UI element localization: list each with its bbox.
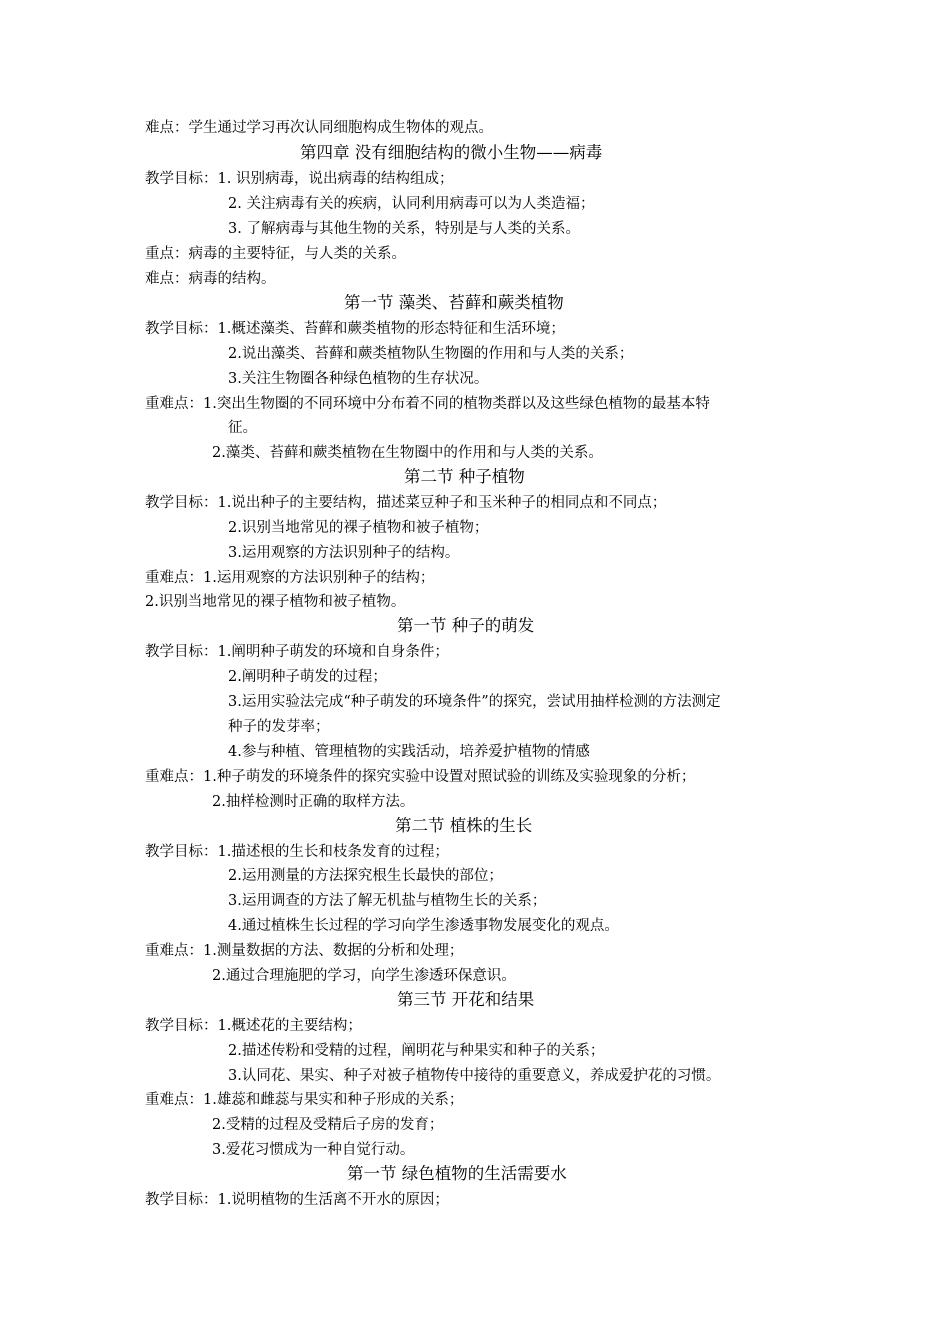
text-line: 重难点：1.运用观察的方法识别种子的结构； bbox=[145, 570, 435, 586]
text-line: 种子的发芽率； bbox=[228, 719, 330, 735]
text-line: 2.运用测量的方法探究根生长最快的部位； bbox=[228, 868, 503, 884]
section-heading: 第一节 绿色植物的生活需要水 bbox=[347, 1164, 567, 1183]
text-line: 2.识别当地常见的裸子植物和被子植物； bbox=[228, 520, 489, 536]
text-line: 2.藻类、苔藓和蕨类植物在生物圈中的作用和与人类的关系。 bbox=[212, 445, 603, 461]
text-line: 重难点：1.种子萌发的环境条件的探究实验中设置对照试验的训练及实验现象的分析； bbox=[145, 769, 696, 785]
section-heading: 第三节 开花和结果 bbox=[397, 990, 535, 1009]
text-line: 重难点：1.雄蕊和雌蕊与果实和种子形成的关系； bbox=[145, 1092, 464, 1108]
text-line: 3.运用调查的方法了解无机盐与植物生长的关系； bbox=[228, 893, 547, 909]
text-line: 教学目标：1.阐明种子萌发的环境和自身条件； bbox=[145, 644, 449, 660]
text-line: 重难点：1.突出生物圈的不同环境中分布着不同的植物类群以及这些绿色植物的最基本特 bbox=[145, 396, 710, 412]
text-line: 教学目标：1. 识别病毒，说出病毒的结构组成； bbox=[145, 171, 454, 187]
text-line: 3.关注生物圈各种绿色植物的生存状况。 bbox=[228, 371, 489, 387]
text-line: 难点：病毒的结构。 bbox=[145, 271, 276, 287]
text-line: 4.通过植株生长过程的学习向学生渗透事物发展变化的观点。 bbox=[228, 918, 619, 934]
text-line: 3.运用观察的方法识别种子的结构。 bbox=[228, 545, 460, 561]
text-line: 重难点：1.测量数据的方法、数据的分析和处理； bbox=[145, 943, 464, 959]
text-line: 难点：学生通过学习再次认同细胞构成生物体的观点。 bbox=[145, 120, 493, 136]
text-line: 3.认同花、果实、种子对被子植物传中接待的重要意义，养成爱护花的习惯。 bbox=[228, 1068, 721, 1084]
chapter-heading: 第四章 没有细胞结构的微小生物——病毒 bbox=[300, 143, 603, 162]
text-line: 4.参与种植、管理植物的实践活动，培养爱护植物的情感 bbox=[228, 744, 590, 760]
text-line: 2.说出藻类、苔藓和蕨类植物队生物圈的作用和与人类的关系； bbox=[228, 346, 634, 362]
text-line: 2.描述传粉和受精的过程，阐明花与种果实和种子的关系； bbox=[228, 1043, 605, 1059]
text-line: 3.运用实验法完成“种子萌发的环境条件”的探究，尝试用抽样检测的方法测定 bbox=[228, 694, 721, 710]
text-line: 3. 了解病毒与其他生物的关系，特别是与人类的关系。 bbox=[228, 221, 580, 237]
section-heading: 第一节 种子的萌发 bbox=[397, 616, 535, 635]
text-line: 教学目标：1.描述根的生长和枝条发育的过程； bbox=[145, 844, 449, 860]
text-line: 教学目标：1.概述花的主要结构； bbox=[145, 1018, 362, 1034]
text-line: 2.抽样检测时正确的取样方法。 bbox=[212, 794, 415, 810]
section-heading: 第二节 植株的生长 bbox=[395, 816, 533, 835]
text-line: 2.识别当地常见的裸子植物和被子植物。 bbox=[145, 594, 406, 610]
text-line: 教学目标：1.说出种子的主要结构，描述菜豆种子和玉米种子的相同点和不同点； bbox=[145, 495, 667, 511]
text-line: 征。 bbox=[228, 420, 257, 436]
text-line: 教学目标：1.说明植物的生活离不开水的原因； bbox=[145, 1192, 449, 1208]
text-line: 2.通过合理施肥的学习，向学生渗透环保意识。 bbox=[212, 968, 516, 984]
section-heading: 第二节 种子植物 bbox=[404, 467, 525, 486]
text-line: 2. 关注病毒有关的疾病，认同利用病毒可以为人类造福； bbox=[228, 196, 595, 212]
text-line: 3.爱花习惯成为一种自觉行动。 bbox=[212, 1142, 415, 1158]
text-line: 教学目标：1.概述藻类、苔藓和蕨类植物的形态特征和生活环境； bbox=[145, 321, 565, 337]
text-line: 2.受精的过程及受精后子房的发育； bbox=[212, 1117, 444, 1133]
text-line: 重点：病毒的主要特征，与人类的关系。 bbox=[145, 246, 406, 262]
text-line: 2.阐明种子萌发的过程； bbox=[228, 669, 387, 685]
section-heading: 第一节 藻类、苔藓和蕨类植物 bbox=[344, 293, 564, 312]
